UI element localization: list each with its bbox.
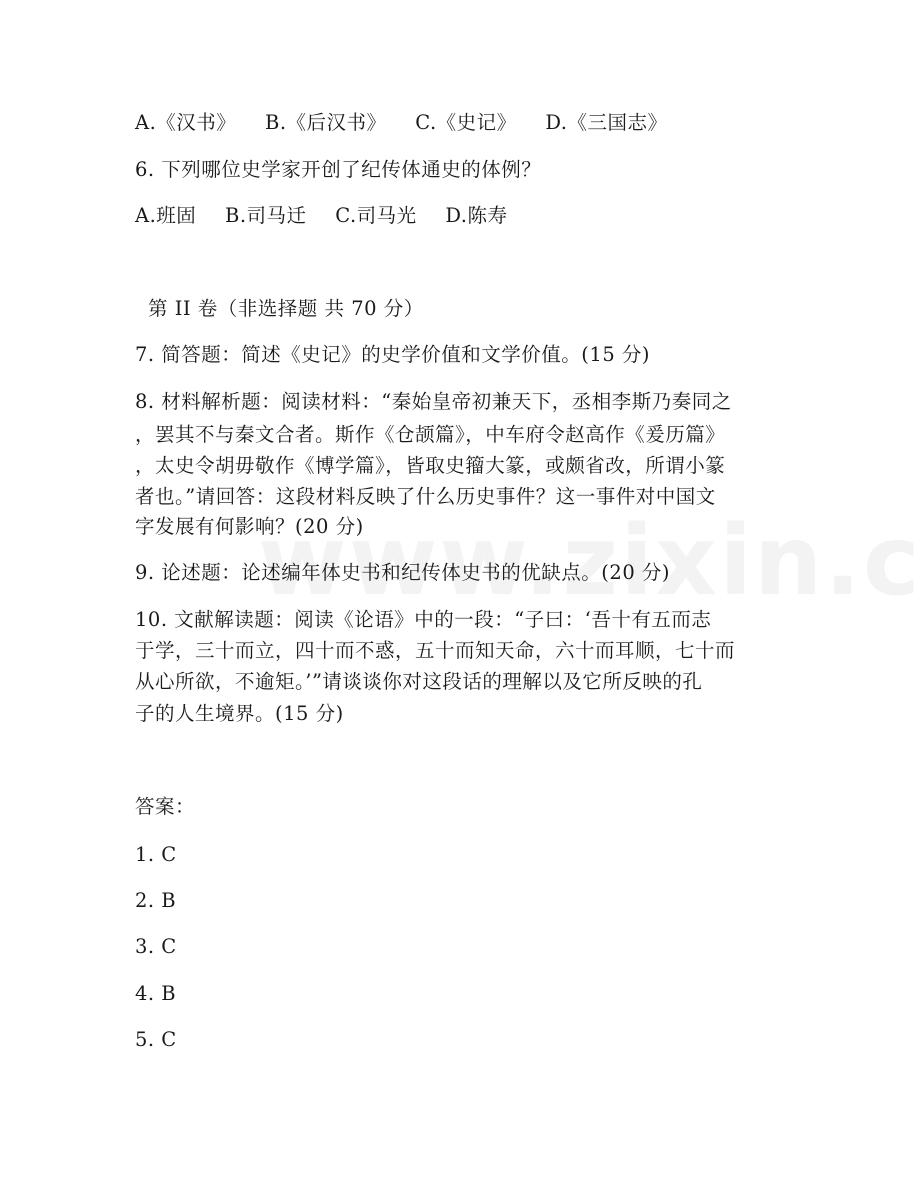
q6-option-d: D.陈寿 [445,204,508,227]
question-9: 9. 论述题：论述编年体史书和纪传体史书的优缺点。(20 分) [135,561,671,584]
q5-option-c: C.《史记》 [415,111,517,134]
answers-label: 答案： [135,795,196,818]
answer-item: 3. C [135,935,177,958]
question-8-line-1: 8. 材料解析题：阅读材料：“秦始皇帝初兼天下，丞相李斯乃奏同之 [135,390,732,413]
answer-item: 2. B [135,889,177,912]
section-title: 第 II 卷（非选择题 共 70 分） [148,297,424,320]
question-7: 7. 简答题：简述《史记》的史学价值和文学价值。(15 分) [135,343,651,366]
q5-option-b: B.《后汉书》 [264,111,387,134]
question-8-line-3: ，太史令胡毋敬作《博学篇》，皆取史籀大篆，或颇省改，所谓小篆 [135,454,726,477]
q5-options [135,111,690,135]
question-10-line-2: 于学，三十而立，四十而不惑，五十而知天命，六十而耳顺，七十而 [135,639,736,662]
question-8-line-4: 者也。”请回答：这段材料反映了什么历史事件？这一事件对中国文 [135,485,716,508]
answer-item: 1. C [135,843,177,866]
q6-stem: 6. 下列哪位史学家开创了纪传体通史的体例？ [135,158,542,181]
question-10-line-3: 从心所欲，不逾矩。’”请谈谈你对这段话的理解以及它所反映的孔 [135,670,703,693]
q6-option-b: B.司马迁 [224,204,307,227]
answer-item: 4. B [135,982,177,1005]
q6-options [135,204,530,228]
q6-option-a: A.班固 [135,204,197,227]
question-10-line-4: 子的人生境界。(15 分) [135,702,344,725]
q5-option-d: D.《三国志》 [545,111,668,134]
q6-option-c: C.司马光 [335,204,417,227]
question-10-line-1: 10. 文献解读题：阅读《论语》中的一段：“子曰：‘吾十有五而志 [135,608,712,631]
question-8-line-2: ，罢其不与秦文合者。斯作《仓颉篇》，中车府令赵高作《爰历篇》 [135,423,726,446]
question-8-line-5: 字发展有何影响？(20 分) [135,515,364,538]
answer-item: 5. C [135,1028,177,1051]
q5-option-a: A.《汉书》 [135,111,237,134]
